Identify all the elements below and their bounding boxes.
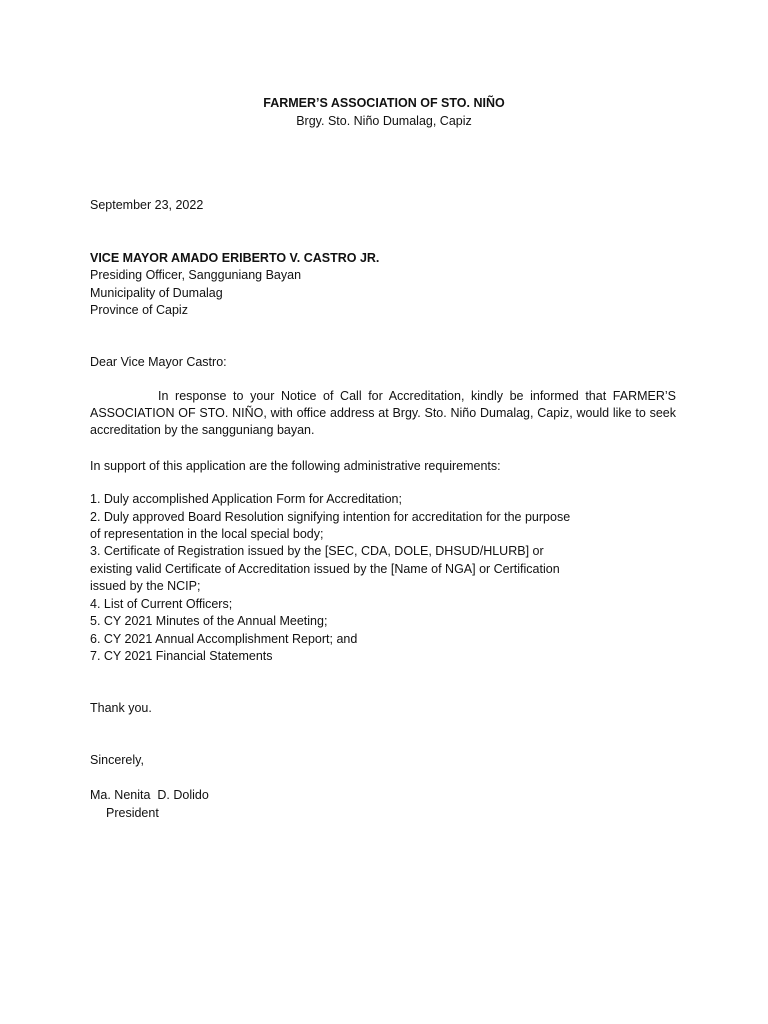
recipient-name: VICE MAYOR AMADO ERIBERTO V. CASTRO JR. (90, 251, 380, 265)
requirement-item: 6. CY 2021 Annual Accomplishment Report; and (90, 632, 358, 646)
recipient-province: Province of Capiz (90, 303, 188, 317)
signatory-name: Ma. Nenita D. Dolido (90, 788, 209, 802)
organization-address: Brgy. Sto. Niño Dumalag, Capiz (296, 114, 472, 128)
requirement-item: 4. List of Current Officers; (90, 597, 233, 611)
requirement-item: existing valid Certificate of Accreditation issued by the [Name of NGA] or Certification (90, 562, 560, 576)
recipient-position: Presiding Officer, Sangguniang Bayan (90, 268, 302, 282)
thank-you: Thank you. (90, 701, 152, 715)
body-paragraph-1: In response to your Notice of Call for Accreditation, kindly be informed that FARMER’S ASSOCIATION OF STO. NIÑO, with office address at Brgy. Sto. Niño Dumalag, Capiz, would like to seek accreditation by the sangguniang bayan. (90, 389, 676, 437)
organization-name: FARMER’S ASSOCIATION OF STO. NIÑO (263, 96, 505, 110)
salutation: Dear Vice Mayor Castro: (90, 355, 227, 369)
body-paragraph-2: In support of this application are the following administrative requirements: (90, 459, 501, 473)
recipient-municipality: Municipality of Dumalag (90, 286, 223, 300)
requirement-item: of representation in the local special body; (90, 527, 324, 541)
requirement-item: 3. Certificate of Registration issued by the [SEC, CDA, DOLE, DHSUD/HLURB] or (90, 544, 544, 558)
requirement-item: 1. Duly accomplished Application Form for Accreditation; (90, 492, 402, 506)
requirement-item: 5. CY 2021 Minutes of the Annual Meeting; (90, 614, 328, 628)
requirement-item: 2. Duly approved Board Resolution signifying intention for accreditation for the purpose (90, 510, 571, 524)
sincerely: Sincerely, (90, 753, 144, 767)
requirement-item: 7. CY 2021 Financial Statements (90, 649, 273, 663)
signatory-title: President (106, 806, 159, 820)
requirement-item: issued by the NCIP; (90, 579, 201, 593)
letter-date: September 23, 2022 (90, 198, 204, 212)
